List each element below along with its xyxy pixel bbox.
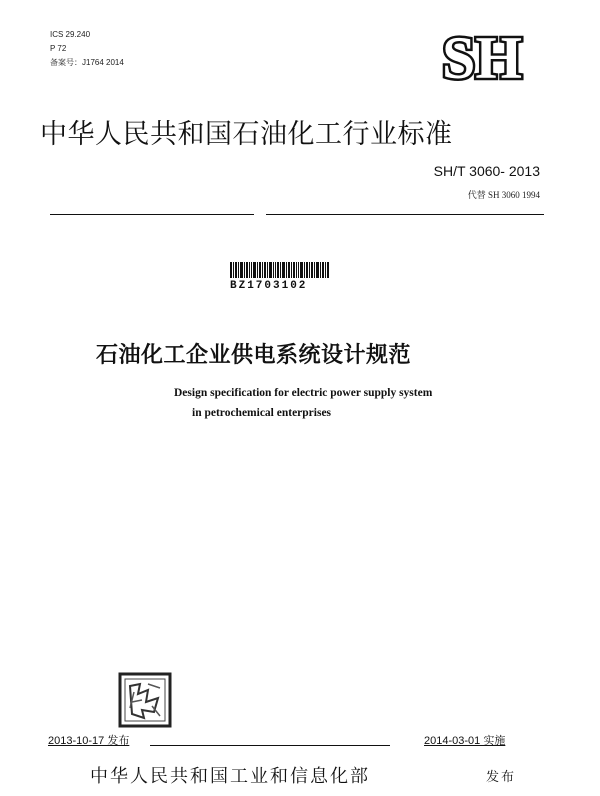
standard-number: SH/T 3060- 2013 xyxy=(433,163,540,179)
issue-date: 2013-10-17 发布 xyxy=(48,735,130,747)
barcode-number: BZ1703102 xyxy=(230,280,308,292)
ics-code: ICS 29.240 xyxy=(50,30,91,39)
barcode-icon xyxy=(230,262,330,278)
record-number: 备案号：J1764 2014 xyxy=(50,58,124,67)
document-title-en-line1: Design specification for electric power supply system xyxy=(174,387,433,399)
issued-label: 发布 xyxy=(486,770,517,785)
sh-logo xyxy=(424,28,540,86)
header-rule-left xyxy=(50,214,254,215)
standard-category-title: 中华人民共和国石油化工行业标准 xyxy=(40,119,453,150)
document-title-en xyxy=(174,383,474,423)
issuing-organization: 中华人民共和国工业和信息化部 xyxy=(90,766,370,787)
document-title-en-line2: in petrochemical enterprises xyxy=(192,407,332,419)
header-rule-right xyxy=(266,214,544,215)
sh-logo-text: SH xyxy=(441,28,523,86)
p-code: P 72 xyxy=(50,44,67,53)
document-title-cn: 石油化工企业供电系统设计规范 xyxy=(96,343,412,368)
replaces-standard: 代替 SH 3060 1994 xyxy=(467,190,540,200)
implementation-date: 2014-03-01 实施 xyxy=(424,735,506,747)
date-rule-middle xyxy=(150,745,390,746)
stamp-icon xyxy=(118,672,172,728)
